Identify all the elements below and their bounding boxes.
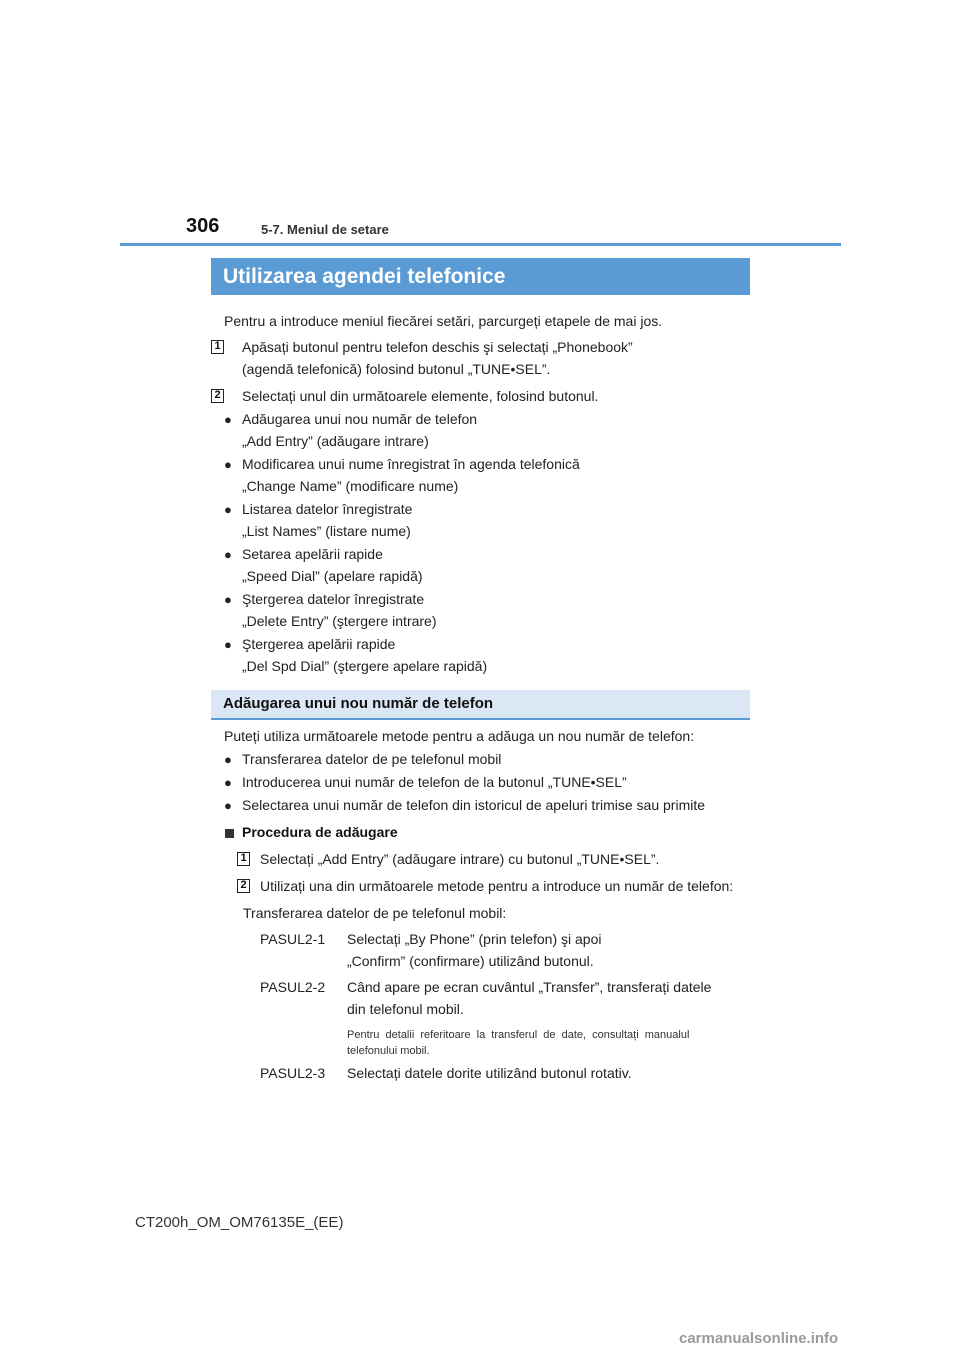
method-3: Selectarea unui număr de telefon din istoricul de apeluri trimise sau primite [242, 797, 706, 813]
option-4-title: Setarea apelării rapide [242, 546, 383, 562]
option-6-title: Ştergerea apelării rapide [242, 636, 396, 652]
option-3-title: Listarea datelor înregistrate [242, 501, 413, 517]
option-3-name: „List Names” (listare nume) [242, 523, 411, 539]
bullet-icon: ● [224, 592, 232, 607]
pasul-2-2-line-1: Când apare pe ecran cuvântul „Transfer”, transferați datele [347, 979, 712, 995]
pasul-2-2-line-2: din telefonul mobil. [347, 1001, 464, 1017]
bullet-icon: ● [224, 457, 232, 472]
bullet-icon: ● [224, 798, 232, 813]
method-2: Introducerea unui număr de telefon de la butonul „TUNE•SEL” [242, 774, 627, 790]
pasul-2-3-line-1: Selectați datele dorite utilizând butonul rotativ. [347, 1065, 632, 1081]
option-5-name: „Delete Entry” (ştergere intrare) [242, 613, 437, 629]
procedure-step-2: Utilizați una din următoarele metode pentru a introduce un număr de telefon: [260, 878, 734, 894]
section-intro: Pentru a introduce meniul fiecărei setări, parcurgeți etapele de mai jos. [224, 313, 663, 329]
pasul-2-2-note-line-2: telefonului mobil. [347, 1045, 430, 1057]
procedure-step-number-2: 2 [237, 879, 250, 893]
option-6-name: „Del Spd Dial” (ştergere apelare rapidă) [242, 658, 488, 674]
section-title: Utilizarea agendei telefonice [211, 258, 750, 295]
square-bullet-icon [225, 829, 234, 838]
pasul-2-1-label: PASUL2-1 [260, 931, 326, 947]
chapter-title: 5-7. Meniul de setare [261, 222, 389, 237]
pasul-2-1-line-1: Selectați „By Phone” (prin telefon) şi apoi [347, 931, 602, 947]
step-1-line-1: Apăsați butonul pentru telefon deschis şi selectați „Phonebook” [242, 339, 633, 355]
option-2-name: „Change Name” (modificare nume) [242, 478, 459, 494]
option-2-title: Modificarea unui nume înregistrat în agenda telefonică [242, 456, 580, 472]
option-5-title: Ştergerea datelor înregistrate [242, 591, 425, 607]
bullet-icon: ● [224, 637, 232, 652]
procedure-title: Procedura de adăugare [242, 824, 398, 840]
method-1: Transferarea datelor de pe telefonul mobil [242, 751, 502, 767]
bullet-icon: ● [224, 547, 232, 562]
step-number-2: 2 [211, 389, 224, 403]
bullet-icon: ● [224, 775, 232, 790]
pasul-2-2-note-line-1: Pentru detalii referitoare la transferul de date, consultați manualul [347, 1029, 690, 1041]
pasul-2-2-label: PASUL2-2 [260, 979, 326, 995]
procedure-step-number-1: 1 [237, 852, 250, 866]
transfer-title: Transferarea datelor de pe telefonul mobil: [243, 905, 507, 921]
document-code: CT200h_OM_OM76135E_(EE) [135, 1214, 344, 1231]
step-number-1: 1 [211, 340, 224, 354]
header-divider [120, 243, 841, 246]
watermark: carmanualsonline.info [679, 1330, 839, 1347]
step-1-line-2: (agendă telefonică) folosind butonul „TUNE•SEL”. [242, 361, 551, 377]
procedure-step-1: Selectați „Add Entry” (adăugare intrare) cu butonul „TUNE•SEL”. [260, 851, 660, 867]
bullet-icon: ● [224, 752, 232, 767]
option-1-name: „Add Entry” (adăugare intrare) [242, 433, 429, 449]
bullet-icon: ● [224, 412, 232, 427]
option-4-name: „Speed Dial” (apelare rapidă) [242, 568, 423, 584]
option-1-title: Adăugarea unui nou număr de telefon [242, 411, 478, 427]
bullet-icon: ● [224, 502, 232, 517]
subsection-intro: Puteți utiliza următoarele metode pentru a adăuga un nou număr de telefon: [224, 728, 695, 744]
pasul-2-3-label: PASUL2-3 [260, 1065, 326, 1081]
step-2-line-1: Selectați unul din următoarele elemente, folosind butonul. [242, 388, 599, 404]
pasul-2-1-line-2: „Confirm” (confirmare) utilizând butonul. [347, 953, 594, 969]
page-number: 306 [186, 215, 220, 237]
subsection-title: Adăugarea unui nou număr de telefon [211, 690, 750, 720]
